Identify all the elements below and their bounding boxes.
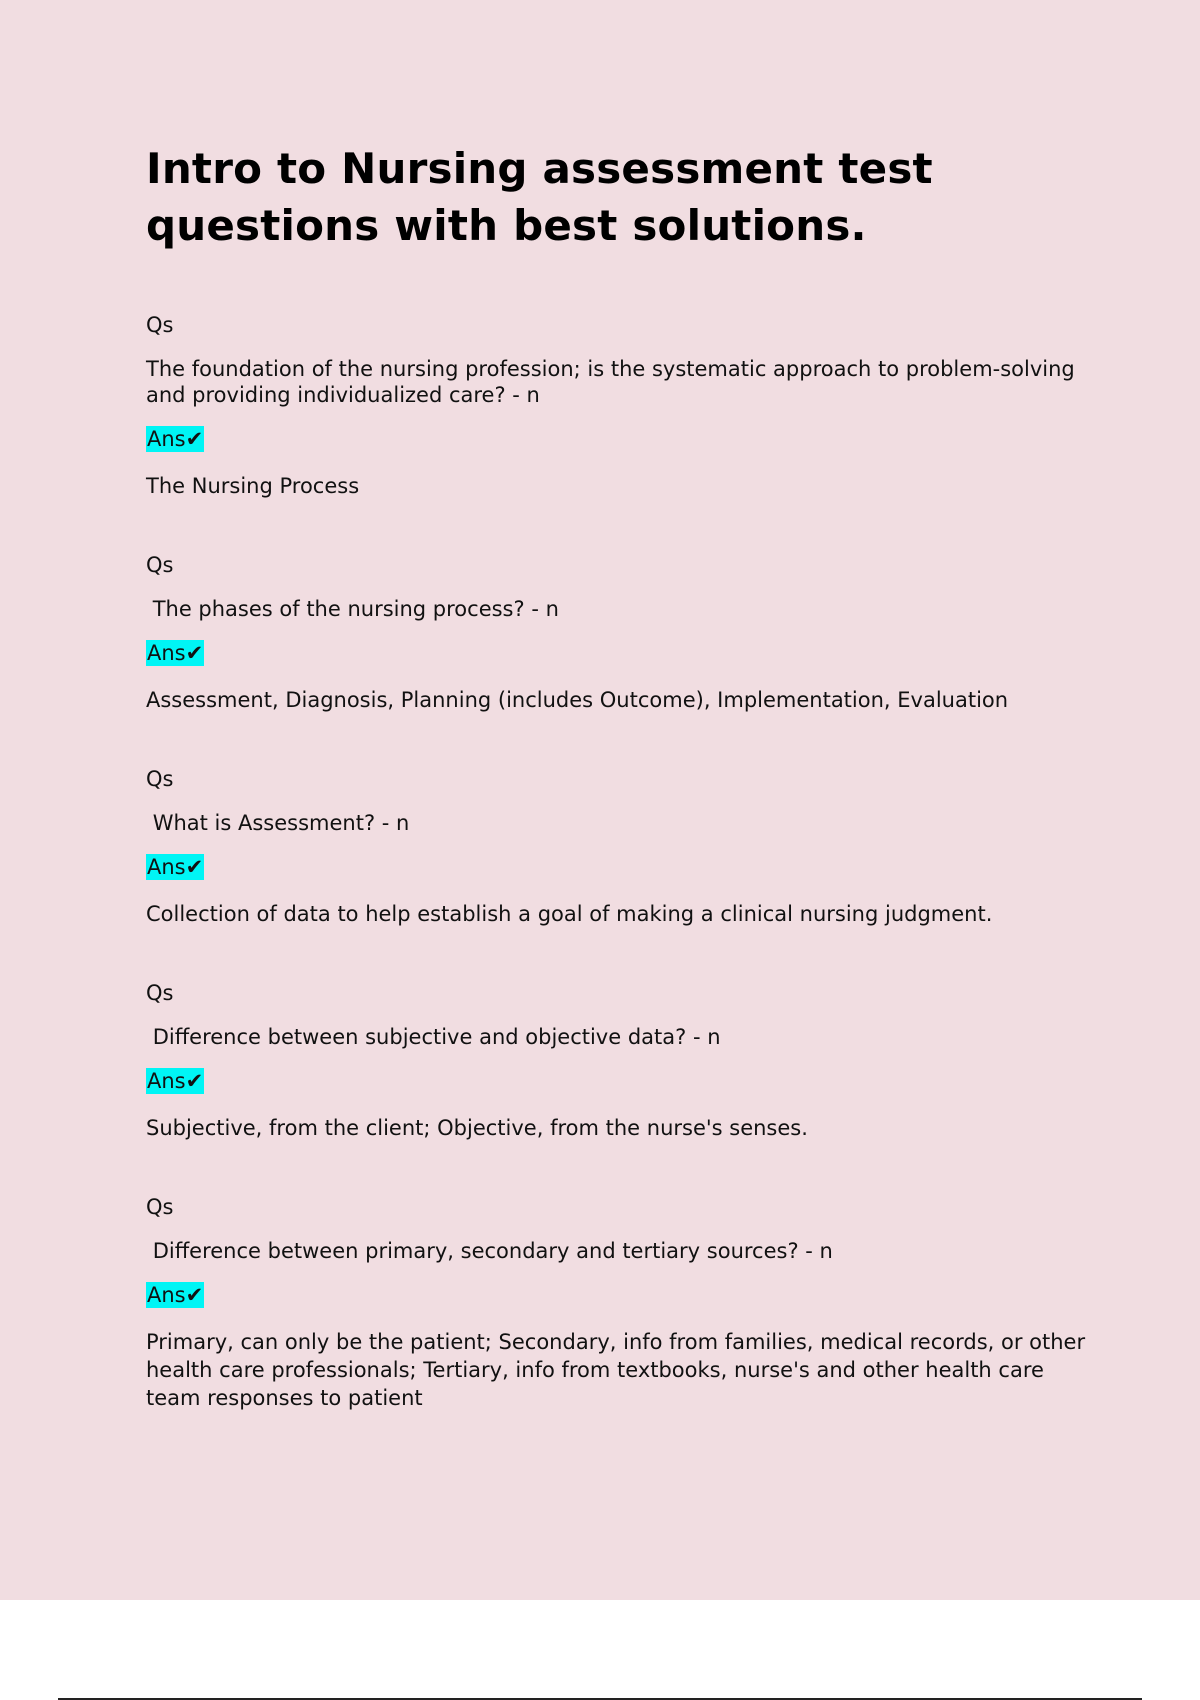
- question-label: Qs: [146, 313, 174, 337]
- answer-label-row: [146, 640, 1086, 668]
- answer-text: Collection of data to help establish a goal of making a clinical nursing judgment.: [146, 902, 993, 926]
- answer-text: The Nursing Process: [146, 474, 360, 498]
- qa-item-1: [146, 312, 1086, 500]
- answer-label-row: [146, 1068, 1086, 1096]
- answer-label-row: [146, 1282, 1086, 1310]
- question-label: Qs: [146, 767, 174, 791]
- document-title: Intro to Nursing assessment test questions with best solutions.: [146, 144, 933, 250]
- answer-label-highlight: Ans✔: [147, 641, 204, 665]
- qa-list: [146, 312, 1092, 1412]
- answer-label-row: [146, 426, 1086, 454]
- qa-item-3: [146, 766, 1086, 928]
- answer-text: Primary, can only be the patient; Secondary, info from families, medical records, or other health care professionals; Tertiary, info from textbooks, nurse's and other health care team responses to patient: [146, 1330, 1092, 1410]
- answer-label-highlight: Ans✔: [147, 1283, 204, 1307]
- document-content: [146, 140, 1092, 1464]
- question-label: Qs: [146, 1195, 174, 1219]
- question-label: Qs: [146, 981, 174, 1005]
- question-text: What is Assessment? - n: [146, 811, 410, 835]
- qa-item-4: [146, 980, 1086, 1142]
- answer-label-highlight: Ans✔: [147, 855, 204, 879]
- question-text: The phases of the nursing process? - n: [146, 597, 559, 621]
- question-text: The foundation of the nursing profession; is the systematic approach to problem-solving and providing individualized care? - n: [146, 357, 1082, 407]
- question-text: Difference between primary, secondary and tertiary sources? - n: [146, 1239, 833, 1263]
- qa-item-2: [146, 552, 1086, 714]
- answer-text: Subjective, from the client; Objective, from the nurse's senses.: [146, 1116, 808, 1140]
- answer-label-highlight: Ans✔: [147, 427, 204, 451]
- qa-item-5: [146, 1194, 1092, 1412]
- answer-label-row: [146, 854, 1086, 882]
- question-label: Qs: [146, 553, 174, 577]
- answer-text: Assessment, Diagnosis, Planning (includes Outcome), Implementation, Evaluation: [146, 688, 1009, 712]
- question-text: Difference between subjective and objective data? - n: [146, 1025, 721, 1049]
- answer-label-highlight: Ans✔: [147, 1069, 204, 1093]
